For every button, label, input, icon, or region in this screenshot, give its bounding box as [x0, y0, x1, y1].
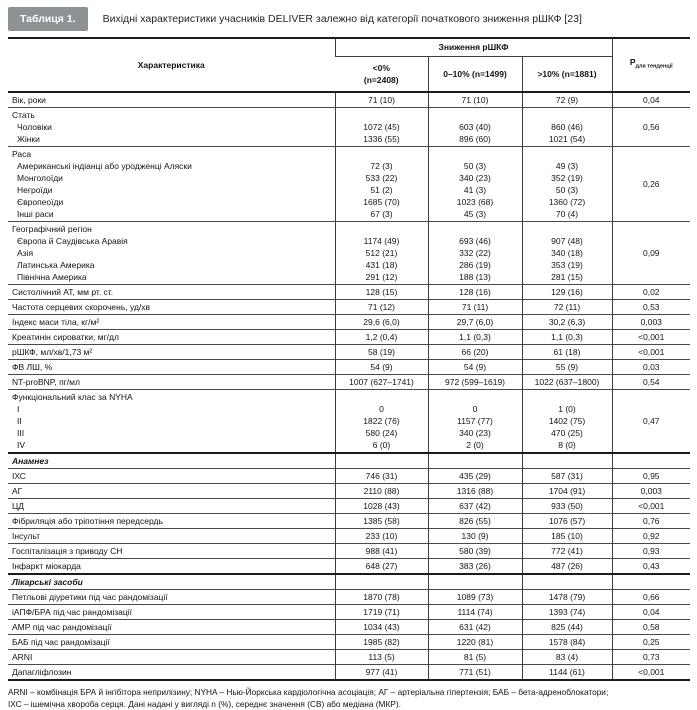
table-row-simple — [8, 513, 690, 528]
cell-value: 1114 (74) — [428, 604, 522, 619]
cell-value: 58 (19) — [335, 344, 428, 359]
cell-empty — [522, 453, 612, 469]
blank-line — [430, 148, 521, 160]
table-row-simple — [8, 483, 690, 498]
cell-value: 1076 (57) — [522, 513, 612, 528]
header-egfr-decline-group: Зниження рШКФ — [335, 38, 612, 57]
table-row-simple — [8, 528, 690, 543]
cell-value: 332 (22) — [459, 247, 491, 258]
blank-line — [337, 109, 427, 121]
cell-value: 50 (3) — [555, 184, 579, 195]
group-value-cell — [335, 107, 428, 146]
cell-value: 512 (21) — [365, 247, 398, 258]
cell-value: 1,1 (0,3) — [428, 329, 522, 344]
cell-value: 580 (24) — [365, 427, 398, 438]
row-label: Частота серцевих скорочень, уд/хв — [12, 301, 151, 312]
cell-value: 431 (18) — [365, 259, 398, 270]
group-value-cell — [428, 107, 522, 146]
cell-p-value: 0,03 — [612, 359, 690, 374]
header-col-gt10: >10% (n=1881) — [522, 56, 612, 92]
cell-value: 1478 (79) — [522, 589, 612, 604]
cell-value: 977 (41) — [335, 664, 428, 680]
header-col-lt0 — [335, 56, 428, 92]
cell-value: 1021 (54) — [548, 133, 586, 144]
table-row-simple — [8, 329, 690, 344]
row-label: ARNI — [12, 651, 33, 662]
cell-p-value: 0,95 — [612, 468, 690, 483]
cell-value: 8 (0) — [558, 439, 576, 450]
group-value-cell — [428, 221, 522, 284]
table-row-simple — [8, 498, 690, 513]
cell-p-value: 0,47 — [612, 389, 690, 453]
cell-value: 72 (11) — [522, 299, 612, 314]
cell-value: 1719 (71) — [335, 604, 428, 619]
cell-value: 129 (16) — [522, 284, 612, 299]
cell-value: 51 (2) — [370, 184, 393, 195]
cell-value: 50 (3) — [463, 160, 487, 171]
blank-line — [430, 223, 521, 235]
group-label: Стать — [12, 109, 35, 120]
cell-value: 0 — [379, 403, 384, 414]
cell-p-value: 0,92 — [612, 528, 690, 543]
section-label: Анамнез — [8, 453, 335, 469]
group-value-cell — [428, 146, 522, 221]
cell-empty — [612, 574, 690, 590]
cell-p-value: 0,58 — [612, 619, 690, 634]
table-caption — [8, 7, 690, 31]
characteristics-table — [8, 37, 690, 681]
table-row-simple — [8, 468, 690, 483]
group-item-label: IV — [17, 439, 26, 450]
cell-value: 631 (42) — [428, 619, 522, 634]
cell-value: 1316 (88) — [428, 483, 522, 498]
cell-value: 54 (9) — [335, 359, 428, 374]
cell-value: 1822 (76) — [363, 415, 400, 426]
cell-p-value: 0,003 — [612, 314, 690, 329]
cell-value: 30,2 (6,3) — [522, 314, 612, 329]
footnote-line-1: ARNI – комбінація БРА й інгібітора неприлізину; NYHA – Нью-Йоркська кардіологічна асоціація; АГ – артеріальна гіпертензія; БАБ – бета-адреноблокатори; — [8, 686, 609, 697]
blank-line — [524, 109, 611, 121]
group-value-cell — [335, 146, 428, 221]
row-label: іАПФ/БРА під час рандомізації — [12, 606, 132, 617]
cell-value: 286 (19) — [459, 259, 491, 270]
cell-value: 83 (4) — [522, 649, 612, 664]
cell-p-value: 0,003 — [612, 483, 690, 498]
row-label: АГ — [12, 485, 23, 496]
cell-empty — [428, 453, 522, 469]
cell-p-value: 0,54 — [612, 374, 690, 389]
cell-p-value: 0,53 — [612, 299, 690, 314]
cell-value: 648 (27) — [335, 558, 428, 574]
cell-p-value: <0,001 — [612, 329, 690, 344]
cell-value: 353 (19) — [551, 259, 583, 270]
cell-value: 29,7 (6,0) — [428, 314, 522, 329]
cell-value: 435 (29) — [428, 468, 522, 483]
cell-value: 2110 (88) — [335, 483, 428, 498]
row-label: Госпіталізація з приводу СН — [12, 545, 123, 556]
cell-value: 1,2 (0,4) — [335, 329, 428, 344]
table-row-simple — [8, 284, 690, 299]
cell-value: 1022 (637–1800) — [522, 374, 612, 389]
cell-p-value: 0,93 — [612, 543, 690, 558]
footnote-line-2: ІХС – ішемічна хвороба серця. Дані надані у вигляді n (%), середнє значення (СВ) або медіана (МКР). — [8, 698, 401, 709]
cell-p-value: <0,001 — [612, 498, 690, 513]
cell-p-value: 0,73 — [612, 649, 690, 664]
cell-value: 1144 (61) — [522, 664, 612, 680]
cell-empty — [428, 574, 522, 590]
cell-value: 933 (50) — [522, 498, 612, 513]
cell-value: 340 (23) — [459, 172, 491, 183]
table-row-section — [8, 574, 690, 590]
row-label: рШКФ, мл/хв/1,73 м² — [12, 346, 93, 357]
group-label-cell — [8, 221, 335, 284]
group-value-cell — [522, 389, 612, 453]
group-value-cell — [335, 389, 428, 453]
table-row-simple — [8, 649, 690, 664]
group-label-cell — [8, 107, 335, 146]
cell-value: 1385 (58) — [335, 513, 428, 528]
cell-p-value: 0,66 — [612, 589, 690, 604]
cell-value: 1023 (68) — [456, 196, 494, 207]
row-label: NT-proBNP, пг/мл — [12, 376, 80, 387]
footnote — [8, 686, 690, 710]
cell-empty — [335, 453, 428, 469]
table-row-group — [8, 221, 690, 284]
cell-value: 1072 (45) — [363, 121, 400, 132]
group-label: Географічний регіон — [12, 223, 92, 234]
cell-p-value: 0,09 — [612, 221, 690, 284]
cell-value: 972 (599–1619) — [428, 374, 522, 389]
group-item-label: I — [17, 403, 20, 414]
row-label: Петльові діуретики під час рандомізації — [12, 591, 168, 602]
cell-value: 0 — [472, 403, 478, 414]
blank-line — [430, 109, 521, 121]
cell-p-value: 0,43 — [612, 558, 690, 574]
group-item-label: Північна Америка — [17, 271, 87, 282]
row-label: ЦД — [12, 500, 25, 511]
cell-value: 580 (39) — [428, 543, 522, 558]
row-label: АМР під час рандомізації — [12, 621, 112, 632]
cell-value: 67 (3) — [370, 208, 393, 219]
group-label: Раса — [12, 148, 32, 159]
group-label-cell — [8, 389, 335, 453]
group-label: Функціональний клас за NYHA — [12, 391, 133, 402]
cell-value: 637 (42) — [428, 498, 522, 513]
cell-p-value: 0,76 — [612, 513, 690, 528]
cell-value: 1578 (84) — [522, 634, 612, 649]
cell-value: 29,6 (6,0) — [335, 314, 428, 329]
group-item-label: Негроїди — [17, 184, 53, 195]
cell-value: 1157 (77) — [457, 415, 493, 426]
header-col-0-10: 0–10% (n=1499) — [428, 56, 522, 92]
cell-value: 45 (3) — [463, 208, 487, 219]
cell-value: 1,1 (0,3) — [522, 329, 612, 344]
table-row-group — [8, 146, 690, 221]
table-row-group — [8, 107, 690, 146]
table-row-simple — [8, 299, 690, 314]
cell-value: 860 (46) — [551, 121, 583, 132]
cell-p-value: <0,001 — [612, 664, 690, 680]
header-p-trend — [612, 38, 690, 92]
cell-value: 1704 (91) — [522, 483, 612, 498]
table-row-simple — [8, 558, 690, 574]
cell-value: 470 (25) — [551, 427, 583, 438]
header-characteristic: Характеристика — [137, 59, 205, 70]
cell-value: 1089 (73) — [428, 589, 522, 604]
cell-p-value: 0,26 — [612, 146, 690, 221]
cell-value: 896 (60) — [459, 133, 491, 144]
cell-value: 185 (10) — [522, 528, 612, 543]
group-item-label: Європа й Саудівська Аравія — [17, 235, 128, 246]
cell-empty — [522, 574, 612, 590]
table-title: Вихідні характеристики учасників DELIVER залежно від категорії початкового зниження рШКФ [23] — [102, 12, 582, 25]
table-row-simple — [8, 314, 690, 329]
table-header — [8, 38, 690, 92]
cell-value: 70 (4) — [555, 208, 579, 219]
table-row-simple — [8, 589, 690, 604]
p-subscript: для тенденції — [635, 63, 673, 70]
table-row-simple — [8, 543, 690, 558]
cell-value: 128 (15) — [335, 284, 428, 299]
group-item-label: Жінки — [17, 133, 40, 144]
row-label: Вік, роки — [12, 94, 46, 105]
blank-line — [337, 223, 427, 235]
cell-value: 771 (51) — [428, 664, 522, 680]
cell-value: 746 (31) — [335, 468, 428, 483]
table-row-simple — [8, 92, 690, 108]
cell-value: 55 (9) — [522, 359, 612, 374]
cell-value: 352 (19) — [551, 172, 583, 183]
cell-value: 825 (44) — [522, 619, 612, 634]
group-item-label: Азія — [17, 247, 34, 258]
cell-p-value: 0,25 — [612, 634, 690, 649]
blank-line — [337, 391, 427, 403]
table-row-group — [8, 389, 690, 453]
table-row-simple — [8, 359, 690, 374]
cell-value: 340 (18) — [551, 247, 583, 258]
blank-line — [524, 148, 611, 160]
cell-p-value: 0,04 — [612, 604, 690, 619]
group-item-label: Монголоїди — [17, 172, 63, 183]
row-label: Інфаркт міокарда — [12, 560, 81, 571]
cell-value: 130 (9) — [428, 528, 522, 543]
row-label: Фібриляція або тріпотіння передсердь — [12, 515, 163, 526]
cell-value: 281 (15) — [551, 271, 583, 282]
cell-p-value: 0,04 — [612, 92, 690, 108]
cell-value: 826 (55) — [428, 513, 522, 528]
cell-value: 71 (12) — [335, 299, 428, 314]
cell-value: 1034 (43) — [335, 619, 428, 634]
header-row-top — [8, 38, 690, 57]
cell-value: 233 (10) — [335, 528, 428, 543]
cell-value: 61 (18) — [522, 344, 612, 359]
cell-value: 487 (26) — [522, 558, 612, 574]
cell-value: 1028 (43) — [335, 498, 428, 513]
section-label: Лікарські засоби — [8, 574, 335, 590]
cell-value: 533 (22) — [365, 172, 398, 183]
row-label: ІХС — [12, 470, 26, 481]
group-value-cell — [522, 107, 612, 146]
cell-value: 291 (12) — [365, 271, 398, 282]
group-item-label: III — [17, 427, 25, 438]
table-label-badge: Таблиця 1. — [8, 7, 88, 31]
table-row-simple — [8, 344, 690, 359]
table-body — [8, 92, 690, 680]
cell-value: 1870 (78) — [335, 589, 428, 604]
cell-value: 49 (3) — [555, 160, 579, 171]
cell-value: 1393 (74) — [522, 604, 612, 619]
cell-value: 113 (5) — [335, 649, 428, 664]
cell-value: 54 (9) — [428, 359, 522, 374]
cell-value: 772 (41) — [522, 543, 612, 558]
row-label: Індекс маси тіла, кг/м² — [12, 316, 100, 327]
cell-value: 1685 (70) — [363, 196, 400, 207]
row-label: ФВ ЛШ, % — [12, 361, 53, 372]
row-label: БАБ під час рандомізації — [12, 636, 110, 647]
group-item-label: Європеоїди — [17, 196, 64, 207]
row-label: Систолічний АТ, мм рт. ст. — [12, 286, 114, 297]
blank-line — [524, 223, 611, 235]
cell-value: 587 (31) — [522, 468, 612, 483]
group-item-label: II — [17, 415, 22, 426]
cell-value: 603 (40) — [459, 121, 491, 132]
group-label-cell — [8, 146, 335, 221]
cell-value: 128 (16) — [428, 284, 522, 299]
group-item-label: Інші раси — [17, 208, 54, 219]
cell-value: 81 (5) — [428, 649, 522, 664]
cell-value: 988 (41) — [335, 543, 428, 558]
header-col-lt0-line2: (n=2408) — [363, 74, 399, 85]
group-value-cell — [335, 221, 428, 284]
blank-line — [337, 148, 427, 160]
blank-line — [524, 391, 611, 403]
cell-value: 66 (20) — [428, 344, 522, 359]
row-label: Інсульт — [12, 530, 40, 541]
cell-value: 71 (10) — [335, 92, 428, 108]
table-row-section — [8, 453, 690, 469]
table-row-simple — [8, 619, 690, 634]
cell-value: 1 (0) — [558, 403, 576, 414]
cell-value: 383 (26) — [428, 558, 522, 574]
cell-value: 71 (11) — [428, 299, 522, 314]
group-value-cell — [522, 146, 612, 221]
row-label: Дапагліфлозин — [12, 666, 72, 677]
cell-value: 1174 (49) — [363, 235, 400, 246]
cell-value: 1360 (72) — [548, 196, 586, 207]
cell-value: 71 (10) — [428, 92, 522, 108]
cell-empty — [335, 574, 428, 590]
cell-value: 907 (48) — [551, 235, 583, 246]
cell-value: 72 (3) — [370, 160, 393, 171]
group-value-cell — [522, 221, 612, 284]
group-item-label: Чоловіки — [17, 121, 52, 132]
group-value-cell — [428, 389, 522, 453]
cell-p-value: 0,56 — [612, 107, 690, 146]
cell-value: 72 (9) — [522, 92, 612, 108]
cell-value: 1985 (82) — [335, 634, 428, 649]
table-row-simple — [8, 634, 690, 649]
cell-p-value: 0,02 — [612, 284, 690, 299]
cell-value: 1402 (75) — [548, 415, 586, 426]
cell-value: 188 (13) — [459, 271, 491, 282]
table-row-simple — [8, 604, 690, 619]
cell-p-value: <0,001 — [612, 344, 690, 359]
cell-empty — [612, 453, 690, 469]
cell-value: 41 (3) — [463, 184, 487, 195]
cell-value: 2 (0) — [466, 439, 484, 450]
header-col-lt0-line1: <0% — [372, 62, 390, 73]
cell-value: 693 (46) — [459, 235, 491, 246]
row-label: Креатинін сироватки, мг/дл — [12, 331, 119, 342]
cell-value: 1336 (55) — [363, 133, 400, 144]
table-row-simple — [8, 374, 690, 389]
cell-value: 1007 (627–1741) — [335, 374, 428, 389]
cell-value: 1220 (81) — [428, 634, 522, 649]
group-item-label: Латинська Америка — [17, 259, 95, 270]
group-item-label: Американські індіанці або уродженці Аляски — [17, 160, 192, 171]
cell-value: 340 (23) — [459, 427, 491, 438]
p-symbol: Р — [629, 57, 636, 68]
cell-value: 6 (0) — [372, 439, 391, 450]
blank-line — [430, 391, 521, 403]
